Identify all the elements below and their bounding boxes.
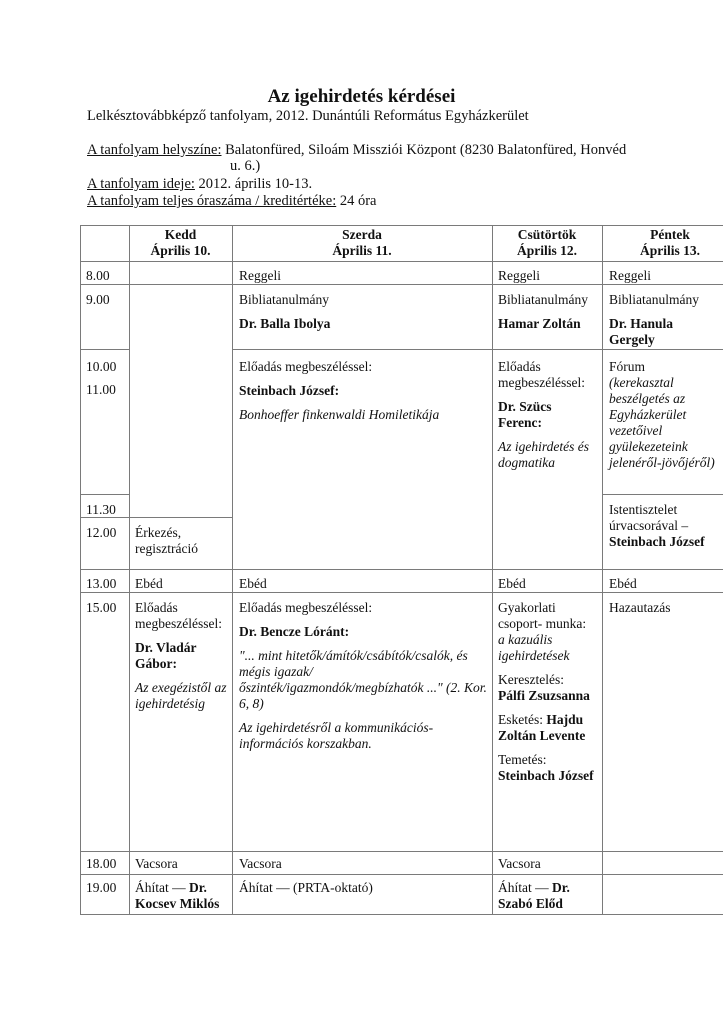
grid-line — [80, 284, 723, 285]
grid-line — [602, 494, 723, 495]
dates-value: 2012. április 10-13. — [194, 176, 313, 192]
credits-value: 24 óra — [336, 193, 377, 209]
thu-group-work: Gyakorlati csoport- munka: a kazuális igehirdetések Keresztelés: Pálfi Zsuzsanna Esketés: Hajdu Zoltán Levente Temetés: Steinbach József — [498, 600, 594, 783]
document-title: Az igehirdetés kérdései — [267, 86, 456, 107]
fri-service: Istentisztelet úrvacsorával – Steinbach József — [609, 502, 705, 549]
thu-dinner: Vacsora — [498, 856, 541, 871]
document-subtitle: Lelkésztovábbképző tanfolyam, 2012. Dunántúli Református Egyházkerület — [87, 108, 529, 124]
time-slot: 18.00 — [86, 856, 117, 871]
location-value: Balatonfüred, Siloám Missziói Központ (8230 Balatonfüred, Honvéd — [221, 142, 627, 158]
tue-arrival: Érkezés, regisztráció — [135, 525, 198, 556]
grid-line — [80, 494, 129, 495]
tue-lunch: Ebéd — [135, 576, 163, 591]
fri-lunch: Ebéd — [609, 576, 637, 591]
grid-line — [80, 225, 81, 915]
location-value-continued: u. 6.) — [230, 158, 261, 174]
grid-line — [602, 225, 603, 915]
wed-lunch: Ebéd — [239, 576, 267, 591]
thu-bible-study: Bibliatanulmány Hamar Zoltán — [498, 292, 588, 331]
thu-morning-lecture: Előadás megbeszéléssel: Dr. Szücs Ferenc: Az igehirdetés és dogmatika — [498, 359, 589, 470]
thu-lunch: Ebéd — [498, 576, 526, 591]
day-header-friday: Péntek Április 13. — [639, 227, 700, 258]
fri-departure: Hazautazás — [609, 600, 671, 615]
day-header-tuesday: Kedd Április 10. — [150, 227, 211, 258]
wed-bible-study: Bibliatanulmány Dr. Balla Ibolya — [239, 292, 331, 331]
grid-line — [80, 592, 723, 593]
schedule-table — [80, 225, 723, 915]
wed-devotion: Áhítat — (PRTA-oktató) — [239, 880, 373, 895]
grid-line — [129, 225, 130, 915]
time-slot: 15.00 — [86, 600, 117, 615]
tue-afternoon-lecture: Előadás megbeszéléssel: Dr. Vladár Gábor: Az exegézistől az igehirdetésig — [135, 600, 227, 711]
day-header-wednesday: Szerda Április 11. — [332, 227, 392, 258]
time-slot: 11.30 — [86, 502, 116, 517]
time-slot: 10.00 — [86, 359, 117, 374]
wed-dinner: Vacsora — [239, 856, 282, 871]
dates-label: A tanfolyam ideje: — [87, 176, 195, 192]
wed-breakfast: Reggeli — [239, 268, 281, 283]
fri-bible-study: Bibliatanulmány Dr. Hanula Gergely — [609, 292, 699, 347]
grid-line — [80, 851, 723, 852]
fri-breakfast: Reggeli — [609, 268, 651, 283]
time-slot: 9.00 — [86, 292, 110, 307]
location-line — [87, 142, 626, 159]
time-slot: 19.00 — [86, 880, 117, 895]
grid-line — [80, 349, 129, 350]
time-slot: 11.00 — [86, 382, 116, 397]
tue-dinner: Vacsora — [135, 856, 178, 871]
day-header-thursday: Csütörtök Április 12. — [516, 227, 577, 258]
time-slot: 12.00 — [86, 525, 117, 540]
wed-morning-lecture: Előadás megbeszéléssel: Steinbach József: Bonhoeffer finkenwaldi Homiletikája — [239, 359, 440, 422]
grid-line — [80, 261, 723, 262]
tue-devotion: Áhítat — Dr. Kocsev Miklós — [135, 880, 220, 911]
credits-label: A tanfolyam teljes óraszáma / kreditértéke: — [87, 193, 337, 209]
grid-line — [492, 225, 493, 915]
thu-breakfast: Reggeli — [498, 268, 540, 283]
wed-afternoon-lecture: Előadás megbeszéléssel: Dr. Bencze Lóránt: "... mint hitetők/ámítók/csábítók/csalók, és mégis igazak/őszinték/igazmondók/megbízhatók ..." (2. Kor. 6, 8) Az igehirdetésről a kommunikációs-információs korszakban. — [239, 600, 487, 751]
grid-line — [80, 569, 723, 570]
time-slot: 13.00 — [86, 576, 117, 591]
time-slot: 8.00 — [86, 268, 110, 283]
thu-devotion: Áhítat — Dr. Szabó Előd — [498, 880, 570, 911]
grid-line — [80, 874, 723, 875]
credits-line — [87, 193, 376, 210]
fri-forum: Fórum (kerekasztal beszélgetés az Egyházkerület vezetőivel gyülekezeteink jelenéről-jövőjéről) — [609, 359, 715, 470]
grid-line — [80, 914, 723, 915]
grid-line — [232, 349, 723, 350]
grid-line — [232, 225, 233, 915]
grid-line — [80, 225, 723, 226]
location-label: A tanfolyam helyszíne: — [87, 142, 222, 158]
dates-line — [87, 176, 312, 193]
